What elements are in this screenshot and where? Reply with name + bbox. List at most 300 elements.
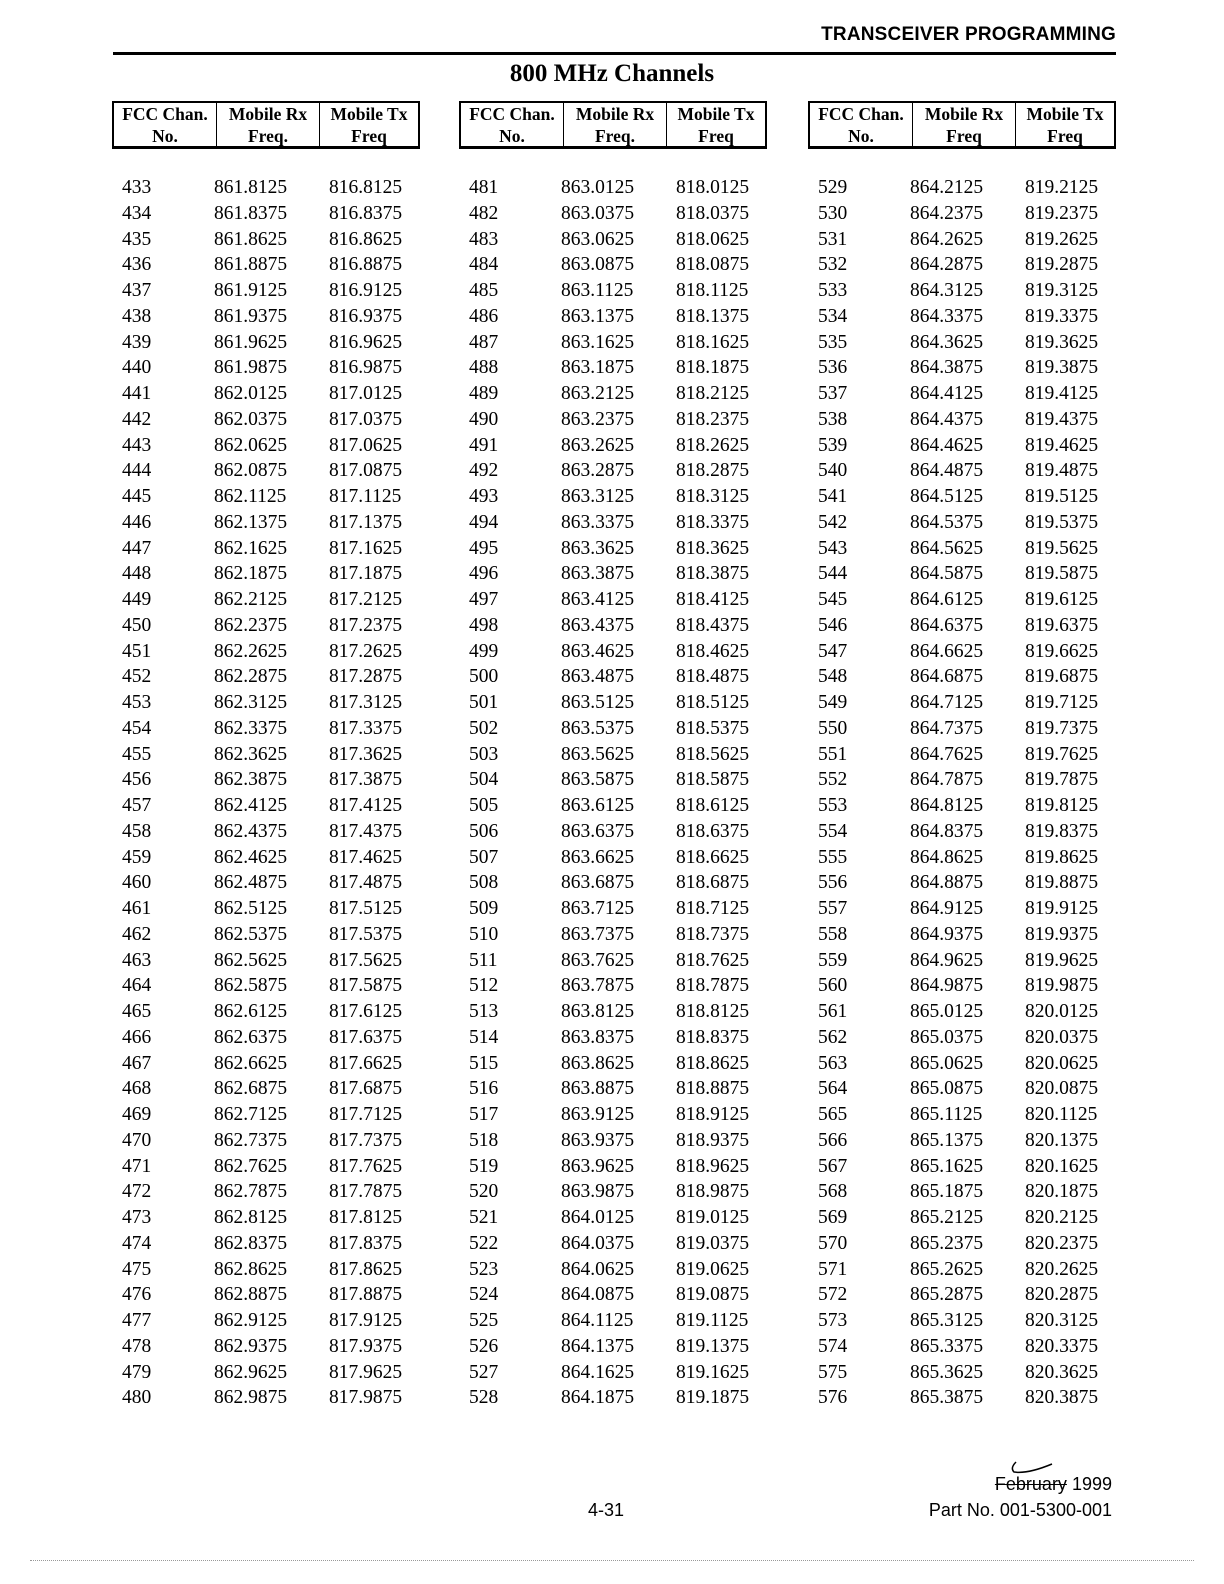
- fcc-channel-number: 436: [122, 254, 152, 276]
- table-row: [808, 1128, 1116, 1154]
- fcc-channel-number: 565: [818, 1104, 848, 1125]
- mobile-rx-freq: 863.6125: [561, 795, 635, 816]
- mobile-tx-freq: 820.1375: [1025, 1129, 1099, 1151]
- table-row: [808, 175, 1116, 201]
- mobile-tx-freq: 818.3625: [676, 537, 750, 559]
- mobile-tx-freq: 818.8875: [676, 1078, 750, 1100]
- table-row: [808, 536, 1116, 562]
- channel-table-2: [459, 101, 767, 1411]
- table-row: [112, 407, 420, 433]
- mobile-tx-freq: 818.9125: [676, 1104, 750, 1125]
- table-row: [808, 664, 1116, 690]
- fcc-channel-number: 502: [469, 717, 499, 739]
- mobile-rx-freq: 862.5875: [214, 975, 288, 997]
- fcc-channel-number: 519: [469, 1155, 499, 1177]
- mobile-rx-freq: 863.8125: [561, 1001, 635, 1022]
- mobile-tx-freq: 817.2125: [329, 589, 403, 610]
- mobile-tx-freq: 818.0625: [676, 228, 750, 250]
- mobile-rx-freq: 861.9875: [214, 357, 288, 379]
- fcc-channel-number: 553: [818, 795, 848, 816]
- table-row: [112, 1179, 420, 1205]
- mobile-rx-freq: 865.1625: [910, 1155, 984, 1177]
- fcc-channel-number: 511: [469, 949, 498, 971]
- fcc-channel-number: 564: [818, 1078, 848, 1100]
- mobile-rx-freq: 862.0125: [214, 383, 288, 404]
- fcc-channel-number: 567: [818, 1155, 848, 1177]
- mobile-rx-freq: 863.1125: [561, 280, 634, 301]
- fcc-channel-number: 473: [122, 1207, 152, 1228]
- mobile-rx-freq: 864.8625: [910, 846, 984, 868]
- fcc-channel-number: 575: [818, 1361, 848, 1383]
- mobile-rx-freq: 863.5625: [561, 743, 635, 765]
- fcc-channel-number: 487: [469, 331, 499, 353]
- fcc-channel-number: 480: [122, 1387, 152, 1409]
- mobile-rx-freq: 863.6375: [561, 820, 635, 842]
- footer-date-month: February: [994, 1474, 1067, 1494]
- fcc-channel-number: 492: [469, 460, 499, 482]
- table-row: [808, 355, 1116, 381]
- mobile-rx-freq: 862.5125: [214, 898, 288, 919]
- mobile-tx-freq: 817.7375: [329, 1129, 403, 1151]
- header-label: Mobile Rx: [924, 104, 1004, 124]
- table-row: [112, 639, 420, 665]
- fcc-channel-number: 544: [818, 563, 848, 585]
- mobile-rx-freq: 864.2375: [910, 202, 984, 224]
- mobile-tx-freq: 817.9375: [329, 1335, 403, 1357]
- fcc-channel-number: 522: [469, 1232, 499, 1254]
- fcc-channel-number: 475: [122, 1258, 152, 1280]
- table-row: [459, 458, 767, 484]
- mobile-tx-freq: 820.3125: [1025, 1310, 1099, 1331]
- mobile-tx-freq: 817.4125: [329, 795, 403, 816]
- table-row: [459, 587, 767, 613]
- mobile-tx-freq: 817.3375: [329, 717, 403, 739]
- table-row: [459, 896, 767, 922]
- mobile-tx-freq: 817.5375: [329, 923, 403, 945]
- table-row: [459, 1231, 767, 1257]
- fcc-channel-number: 444: [122, 460, 152, 482]
- mobile-rx-freq: 865.2625: [910, 1258, 984, 1280]
- fcc-channel-number: 435: [122, 228, 152, 250]
- mobile-rx-freq: 862.5625: [214, 949, 288, 971]
- mobile-rx-freq: 863.7625: [561, 949, 635, 971]
- fcc-channel-number: 484: [469, 254, 499, 276]
- header-label: Freq: [351, 126, 387, 146]
- mobile-rx-freq: 863.9625: [561, 1155, 635, 1177]
- table-row: [112, 793, 420, 819]
- fcc-channel-number: 545: [818, 589, 848, 610]
- mobile-tx-freq: 818.9375: [676, 1129, 750, 1151]
- fcc-channel-number: 507: [469, 846, 499, 868]
- fcc-channel-number: 515: [469, 1052, 499, 1074]
- mobile-tx-freq: 817.2875: [329, 666, 403, 688]
- table-row: [808, 793, 1116, 819]
- mobile-rx-freq: 863.3125: [561, 486, 635, 507]
- fcc-channel-number: 531: [818, 228, 848, 250]
- mobile-tx-freq: 820.0875: [1025, 1078, 1099, 1100]
- mobile-tx-freq: 819.1875: [676, 1387, 750, 1409]
- table-row: [459, 536, 767, 562]
- table-row: [459, 1179, 767, 1205]
- mobile-rx-freq: 864.4625: [910, 434, 984, 456]
- mobile-tx-freq: 818.6625: [676, 846, 750, 868]
- table-row: [112, 1282, 420, 1308]
- mobile-rx-freq: 862.4375: [214, 820, 288, 842]
- mobile-tx-freq: 816.8125: [329, 177, 403, 198]
- mobile-rx-freq: 862.7125: [214, 1104, 288, 1125]
- mobile-tx-freq: 816.9125: [329, 280, 403, 301]
- mobile-rx-freq: 862.2875: [214, 666, 288, 688]
- table-row: [808, 896, 1116, 922]
- table-row: [808, 1231, 1116, 1257]
- fcc-channel-number: 532: [818, 254, 848, 276]
- fcc-channel-number: 541: [818, 486, 848, 507]
- mobile-tx-freq: 819.2125: [1025, 177, 1099, 198]
- mobile-rx-freq: 861.8375: [214, 202, 288, 224]
- mobile-tx-freq: 818.4125: [676, 589, 750, 610]
- mobile-tx-freq: 819.3375: [1025, 305, 1099, 327]
- mobile-tx-freq: 817.9875: [329, 1387, 403, 1409]
- mobile-tx-freq: 818.0375: [676, 202, 750, 224]
- table-row: [808, 304, 1116, 330]
- fcc-channel-number: 462: [122, 923, 152, 945]
- mobile-tx-freq: 818.0875: [676, 254, 750, 276]
- mobile-tx-freq: 818.1125: [676, 280, 749, 301]
- table-row: [459, 999, 767, 1025]
- fcc-channel-number: 486: [469, 305, 499, 327]
- mobile-rx-freq: 864.4375: [910, 408, 984, 430]
- mobile-tx-freq: 817.8125: [329, 1207, 403, 1228]
- mobile-tx-freq: 819.5875: [1025, 563, 1099, 585]
- mobile-tx-freq: 817.8625: [329, 1258, 403, 1280]
- mobile-tx-freq: 817.1875: [329, 563, 403, 585]
- mobile-rx-freq: 863.7375: [561, 923, 635, 945]
- fcc-channel-number: 446: [122, 511, 152, 533]
- fcc-channel-number: 468: [122, 1078, 152, 1100]
- mobile-rx-freq: 864.1375: [561, 1335, 635, 1357]
- mobile-tx-freq: 818.2125: [676, 383, 750, 404]
- mobile-rx-freq: 864.8875: [910, 872, 984, 894]
- mobile-tx-freq: 817.6125: [329, 1001, 403, 1022]
- mobile-rx-freq: 862.9375: [214, 1335, 288, 1357]
- table-row: [459, 433, 767, 459]
- fcc-channel-number: 549: [818, 692, 848, 713]
- mobile-tx-freq: 818.3875: [676, 563, 750, 585]
- mobile-tx-freq: 819.4625: [1025, 434, 1099, 456]
- mobile-rx-freq: 864.2875: [910, 254, 984, 276]
- fcc-channel-number: 467: [122, 1052, 152, 1074]
- mobile-tx-freq: 817.6375: [329, 1026, 403, 1048]
- mobile-tx-freq: 819.8125: [1025, 795, 1099, 816]
- mobile-tx-freq: 817.7125: [329, 1104, 403, 1125]
- fcc-channel-number: 569: [818, 1207, 848, 1228]
- mobile-rx-freq: 865.3625: [910, 1361, 984, 1383]
- mobile-tx-freq: 819.5125: [1025, 486, 1099, 507]
- mobile-tx-freq: 816.9625: [329, 331, 403, 353]
- mobile-rx-freq: 864.4875: [910, 460, 984, 482]
- mobile-rx-freq: 862.8375: [214, 1232, 288, 1254]
- table-row: [112, 1257, 420, 1283]
- fcc-channel-number: 509: [469, 898, 499, 919]
- mobile-rx-freq: 865.2375: [910, 1232, 984, 1254]
- fcc-channel-number: 457: [122, 795, 152, 816]
- mobile-tx-freq: 816.8625: [329, 228, 403, 250]
- fcc-channel-number: 510: [469, 923, 499, 945]
- fcc-channel-number: 568: [818, 1181, 848, 1203]
- header-mobile-rx: [563, 103, 666, 147]
- table-row: [459, 1205, 767, 1231]
- running-header-title: TRANSCEIVER PROGRAMMING: [821, 24, 1116, 45]
- mobile-tx-freq: 819.8875: [1025, 872, 1099, 894]
- header-mobile-rx: [216, 103, 319, 147]
- fcc-channel-number: 534: [818, 305, 848, 327]
- table-row: [112, 1231, 420, 1257]
- table-row: [459, 716, 767, 742]
- fcc-channel-number: 505: [469, 795, 499, 816]
- mobile-rx-freq: 862.6625: [214, 1052, 288, 1074]
- fcc-channel-number: 472: [122, 1181, 152, 1203]
- fcc-channel-number: 447: [122, 537, 152, 559]
- mobile-tx-freq: 817.5625: [329, 949, 403, 971]
- fcc-channel-number: 543: [818, 537, 848, 559]
- mobile-rx-freq: 864.5375: [910, 511, 984, 533]
- mobile-tx-freq: 818.0125: [676, 177, 750, 198]
- fcc-channel-number: 434: [122, 202, 152, 224]
- fcc-channel-number: 566: [818, 1129, 848, 1151]
- mobile-rx-freq: 864.0375: [561, 1232, 635, 1254]
- table-row: [112, 948, 420, 974]
- table-row: [808, 1257, 1116, 1283]
- mobile-tx-freq: 818.8125: [676, 1001, 750, 1022]
- mobile-tx-freq: 818.4375: [676, 614, 750, 636]
- table-row: [459, 1385, 767, 1411]
- fcc-channel-number: 496: [469, 563, 499, 585]
- table-row: [459, 1360, 767, 1386]
- table-row: [112, 767, 420, 793]
- fcc-channel-number: 481: [469, 177, 499, 198]
- mobile-rx-freq: 864.7125: [910, 692, 984, 713]
- mobile-tx-freq: 817.0625: [329, 434, 403, 456]
- mobile-rx-freq: 865.1375: [910, 1129, 984, 1151]
- scan-artifact-line: [30, 1560, 1194, 1561]
- mobile-tx-freq: 819.3625: [1025, 331, 1099, 353]
- mobile-tx-freq: 818.2375: [676, 408, 750, 430]
- mobile-tx-freq: 817.6625: [329, 1052, 403, 1074]
- table-row: [112, 742, 420, 768]
- table-row: [112, 484, 420, 510]
- fcc-channel-number: 478: [122, 1335, 152, 1357]
- mobile-tx-freq: 819.8625: [1025, 846, 1099, 868]
- mobile-tx-freq: 818.7875: [676, 975, 750, 997]
- header-mobile-tx: [666, 103, 765, 147]
- mobile-rx-freq: 864.6625: [910, 640, 984, 662]
- mobile-tx-freq: 820.1875: [1025, 1181, 1099, 1203]
- table-row: [808, 587, 1116, 613]
- fcc-channel-number: 529: [818, 177, 848, 198]
- mobile-rx-freq: 863.0875: [561, 254, 635, 276]
- mobile-rx-freq: 865.2875: [910, 1284, 984, 1306]
- table-row: [112, 304, 420, 330]
- page-title: [0, 60, 1224, 88]
- mobile-rx-freq: 862.6875: [214, 1078, 288, 1100]
- fcc-channel-number: 489: [469, 383, 499, 404]
- table-row: [808, 227, 1116, 253]
- table-row: [112, 922, 420, 948]
- table-row: [808, 1076, 1116, 1102]
- header-mobile-tx: [319, 103, 418, 147]
- mobile-rx-freq: 862.3375: [214, 717, 288, 739]
- mobile-tx-freq: 817.8375: [329, 1232, 403, 1254]
- table-row: [112, 587, 420, 613]
- mobile-rx-freq: 861.8125: [214, 177, 288, 198]
- mobile-tx-freq: 818.6375: [676, 820, 750, 842]
- fcc-channel-number: 563: [818, 1052, 848, 1074]
- fcc-channel-number: 560: [818, 975, 848, 997]
- table-row: [459, 742, 767, 768]
- mobile-tx-freq: 819.6875: [1025, 666, 1099, 688]
- table-row: [459, 1128, 767, 1154]
- table-row: [808, 999, 1116, 1025]
- fcc-channel-number: 465: [122, 1001, 152, 1022]
- mobile-tx-freq: 820.2875: [1025, 1284, 1099, 1306]
- table-body: [112, 175, 420, 1411]
- table-row: [459, 381, 767, 407]
- mobile-tx-freq: 819.3875: [1025, 357, 1099, 379]
- table-row: [112, 819, 420, 845]
- fcc-channel-number: 513: [469, 1001, 499, 1022]
- mobile-rx-freq: 863.8625: [561, 1052, 635, 1074]
- fcc-channel-number: 540: [818, 460, 848, 482]
- header-fcc-chan: [810, 103, 912, 147]
- table-row: [459, 561, 767, 587]
- fcc-channel-number: 494: [469, 511, 499, 533]
- page-title-text: 800 MHz Channels: [509, 60, 715, 87]
- fcc-channel-number: 514: [469, 1026, 499, 1048]
- table-row: [808, 639, 1116, 665]
- mobile-tx-freq: 817.2625: [329, 640, 403, 662]
- header-label: FCC Chan.: [122, 104, 208, 124]
- table-row: [808, 433, 1116, 459]
- fcc-channel-number: 533: [818, 280, 848, 301]
- table-row: [808, 1154, 1116, 1180]
- table-row: [808, 1025, 1116, 1051]
- mobile-tx-freq: 819.3125: [1025, 280, 1099, 301]
- table-row: [808, 381, 1116, 407]
- mobile-rx-freq: 862.2125: [214, 589, 288, 610]
- table-row: [459, 1076, 767, 1102]
- table-header: [112, 101, 420, 149]
- table-row: [112, 536, 420, 562]
- fcc-channel-number: 440: [122, 357, 152, 379]
- mobile-tx-freq: 817.4625: [329, 846, 403, 868]
- table-row: [808, 561, 1116, 587]
- mobile-rx-freq: 862.7625: [214, 1155, 288, 1177]
- table-row: [112, 1102, 420, 1128]
- table-row: [459, 484, 767, 510]
- table-row: [112, 381, 420, 407]
- fcc-channel-number: 460: [122, 872, 152, 894]
- mobile-rx-freq: 864.3375: [910, 305, 984, 327]
- table-row: [808, 510, 1116, 536]
- table-row: [808, 201, 1116, 227]
- mobile-tx-freq: 817.3875: [329, 769, 403, 791]
- header-label: Mobile Rx: [575, 104, 655, 124]
- table-row: [808, 1282, 1116, 1308]
- fcc-channel-number: 441: [122, 383, 152, 404]
- mobile-tx-freq: 819.1625: [676, 1361, 750, 1383]
- mobile-tx-freq: 819.2875: [1025, 254, 1099, 276]
- mobile-tx-freq: 818.5375: [676, 717, 750, 739]
- mobile-rx-freq: 864.2125: [910, 177, 984, 198]
- mobile-rx-freq: 864.1625: [561, 1361, 635, 1383]
- mobile-tx-freq: 818.7625: [676, 949, 750, 971]
- mobile-rx-freq: 864.8125: [910, 795, 984, 816]
- fcc-channel-number: 555: [818, 846, 848, 868]
- table-row: [459, 690, 767, 716]
- fcc-channel-number: 526: [469, 1335, 499, 1357]
- mobile-tx-freq: 817.1625: [329, 537, 403, 559]
- mobile-rx-freq: 864.7875: [910, 769, 984, 791]
- mobile-rx-freq: 863.5375: [561, 717, 635, 739]
- mobile-tx-freq: 816.8375: [329, 202, 403, 224]
- fcc-channel-number: 451: [122, 640, 152, 662]
- header-label: No.: [152, 126, 178, 146]
- table-row: [808, 330, 1116, 356]
- table-row: [112, 227, 420, 253]
- mobile-rx-freq: 863.1375: [561, 305, 635, 327]
- fcc-channel-number: 455: [122, 743, 152, 765]
- table-row: [459, 201, 767, 227]
- mobile-tx-freq: 819.7625: [1025, 743, 1099, 765]
- mobile-rx-freq: 864.3875: [910, 357, 984, 379]
- mobile-tx-freq: 817.3125: [329, 692, 403, 713]
- mobile-rx-freq: 864.5625: [910, 537, 984, 559]
- mobile-tx-freq: 816.9875: [329, 357, 403, 379]
- fcc-channel-number: 495: [469, 537, 499, 559]
- mobile-tx-freq: 817.4375: [329, 820, 403, 842]
- table-header: [459, 101, 767, 149]
- fcc-channel-number: 506: [469, 820, 499, 842]
- mobile-rx-freq: 862.0875: [214, 460, 288, 482]
- mobile-tx-freq: 818.9875: [676, 1181, 750, 1203]
- footer-date: [995, 1474, 1112, 1495]
- mobile-tx-freq: 819.1125: [676, 1310, 749, 1331]
- fcc-channel-number: 536: [818, 357, 848, 379]
- header-label: FCC Chan.: [818, 104, 904, 124]
- table-row: [459, 1102, 767, 1128]
- table-row: [459, 639, 767, 665]
- table-row: [112, 201, 420, 227]
- mobile-tx-freq: 819.9875: [1025, 975, 1099, 997]
- fcc-channel-number: 463: [122, 949, 152, 971]
- fcc-channel-number: 498: [469, 614, 499, 636]
- mobile-rx-freq: 865.1875: [910, 1181, 984, 1203]
- mobile-tx-freq: 819.4875: [1025, 460, 1099, 482]
- table-row: [459, 355, 767, 381]
- fcc-channel-number: 469: [122, 1104, 152, 1125]
- footer-date-year: 1999: [1071, 1474, 1112, 1494]
- mobile-rx-freq: 862.3125: [214, 692, 288, 713]
- table-row: [459, 819, 767, 845]
- mobile-tx-freq: 817.1375: [329, 511, 403, 533]
- mobile-rx-freq: 862.0625: [214, 434, 288, 456]
- page-number: 4-31: [588, 1500, 625, 1520]
- table-row: [459, 175, 767, 201]
- mobile-tx-freq: 819.4375: [1025, 408, 1099, 430]
- mobile-tx-freq: 818.8625: [676, 1052, 750, 1074]
- mobile-tx-freq: 819.7875: [1025, 769, 1099, 791]
- mobile-rx-freq: 861.8625: [214, 228, 288, 250]
